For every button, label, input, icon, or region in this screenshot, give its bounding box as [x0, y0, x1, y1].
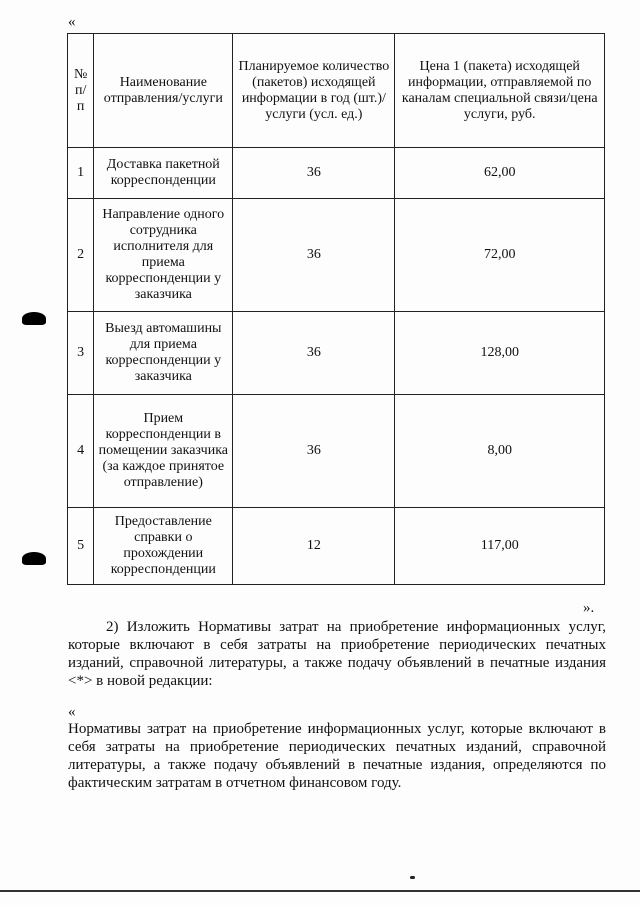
table-row: [68, 199, 605, 312]
row-price: 117,00: [395, 508, 605, 585]
closing-quote: ».: [583, 600, 595, 616]
row-price: 72,00: [395, 199, 605, 312]
paragraph-amendment: 2) Изложить Нормативы затрат на приобретение информационных услуг, которые включают в себя затраты на приобретение периодических печатных изданий, справочной литературы, а также подачу объявлений в печатные издания <*> в новой редакции:: [68, 619, 606, 689]
table-row: [68, 508, 605, 585]
row-quantity: 12: [233, 508, 395, 585]
scan-speck: [410, 876, 415, 879]
page-bottom-edge: [0, 890, 640, 892]
services-table: [67, 33, 605, 585]
row-quantity: 36: [233, 312, 395, 395]
row-quantity: 36: [233, 395, 395, 508]
row-number: 1: [68, 148, 94, 199]
row-name: Прием корреспонденции в помещении заказчика (за каждое принятое отправление): [94, 395, 233, 508]
paragraph-norms: Нормативы затрат на приобретение информационных услуг, которые включают в себя затраты на приобретение периодических печатных изданий, справочной литературы, а также подачу объявлений в печатные издания, определяются по фактическим затратам в отчетном финансовом году.: [68, 721, 606, 791]
row-number: 4: [68, 395, 94, 508]
row-name: Доставка пакетной корреспонденции: [94, 148, 233, 199]
row-number: 5: [68, 508, 94, 585]
row-quantity: 36: [233, 199, 395, 312]
row-price: 8,00: [395, 395, 605, 508]
header-name: Наименование отправления/услуги: [94, 34, 233, 148]
punch-hole-mark: [22, 552, 46, 565]
row-name: Направление одного сотрудника исполнителя для приема корреспонденции у заказчика: [94, 199, 233, 312]
header-price: Цена 1 (пакета) исходящей информации, отправляемой по каналам специальной связи/цена услуги, руб.: [395, 34, 605, 148]
header-number: № п/п: [68, 34, 94, 148]
row-price: 62,00: [395, 148, 605, 199]
header-quantity: Планируемое количество (пакетов) исходящей информации в год (шт.)/услуги (усл. ед.): [233, 34, 395, 148]
row-name: Предоставление справки о прохождении корреспонденции: [94, 508, 233, 585]
opening-quote-2: «: [68, 704, 76, 720]
table-row: [68, 148, 605, 199]
punch-hole-mark: [22, 312, 46, 325]
row-quantity: 36: [233, 148, 395, 199]
table-row: [68, 395, 605, 508]
opening-quote: «: [68, 14, 76, 30]
row-price: 128,00: [395, 312, 605, 395]
row-name: Выезд автомашины для приема корреспонденции у заказчика: [94, 312, 233, 395]
table-header-row: [68, 34, 605, 148]
row-number: 3: [68, 312, 94, 395]
row-number: 2: [68, 199, 94, 312]
table-row: [68, 312, 605, 395]
